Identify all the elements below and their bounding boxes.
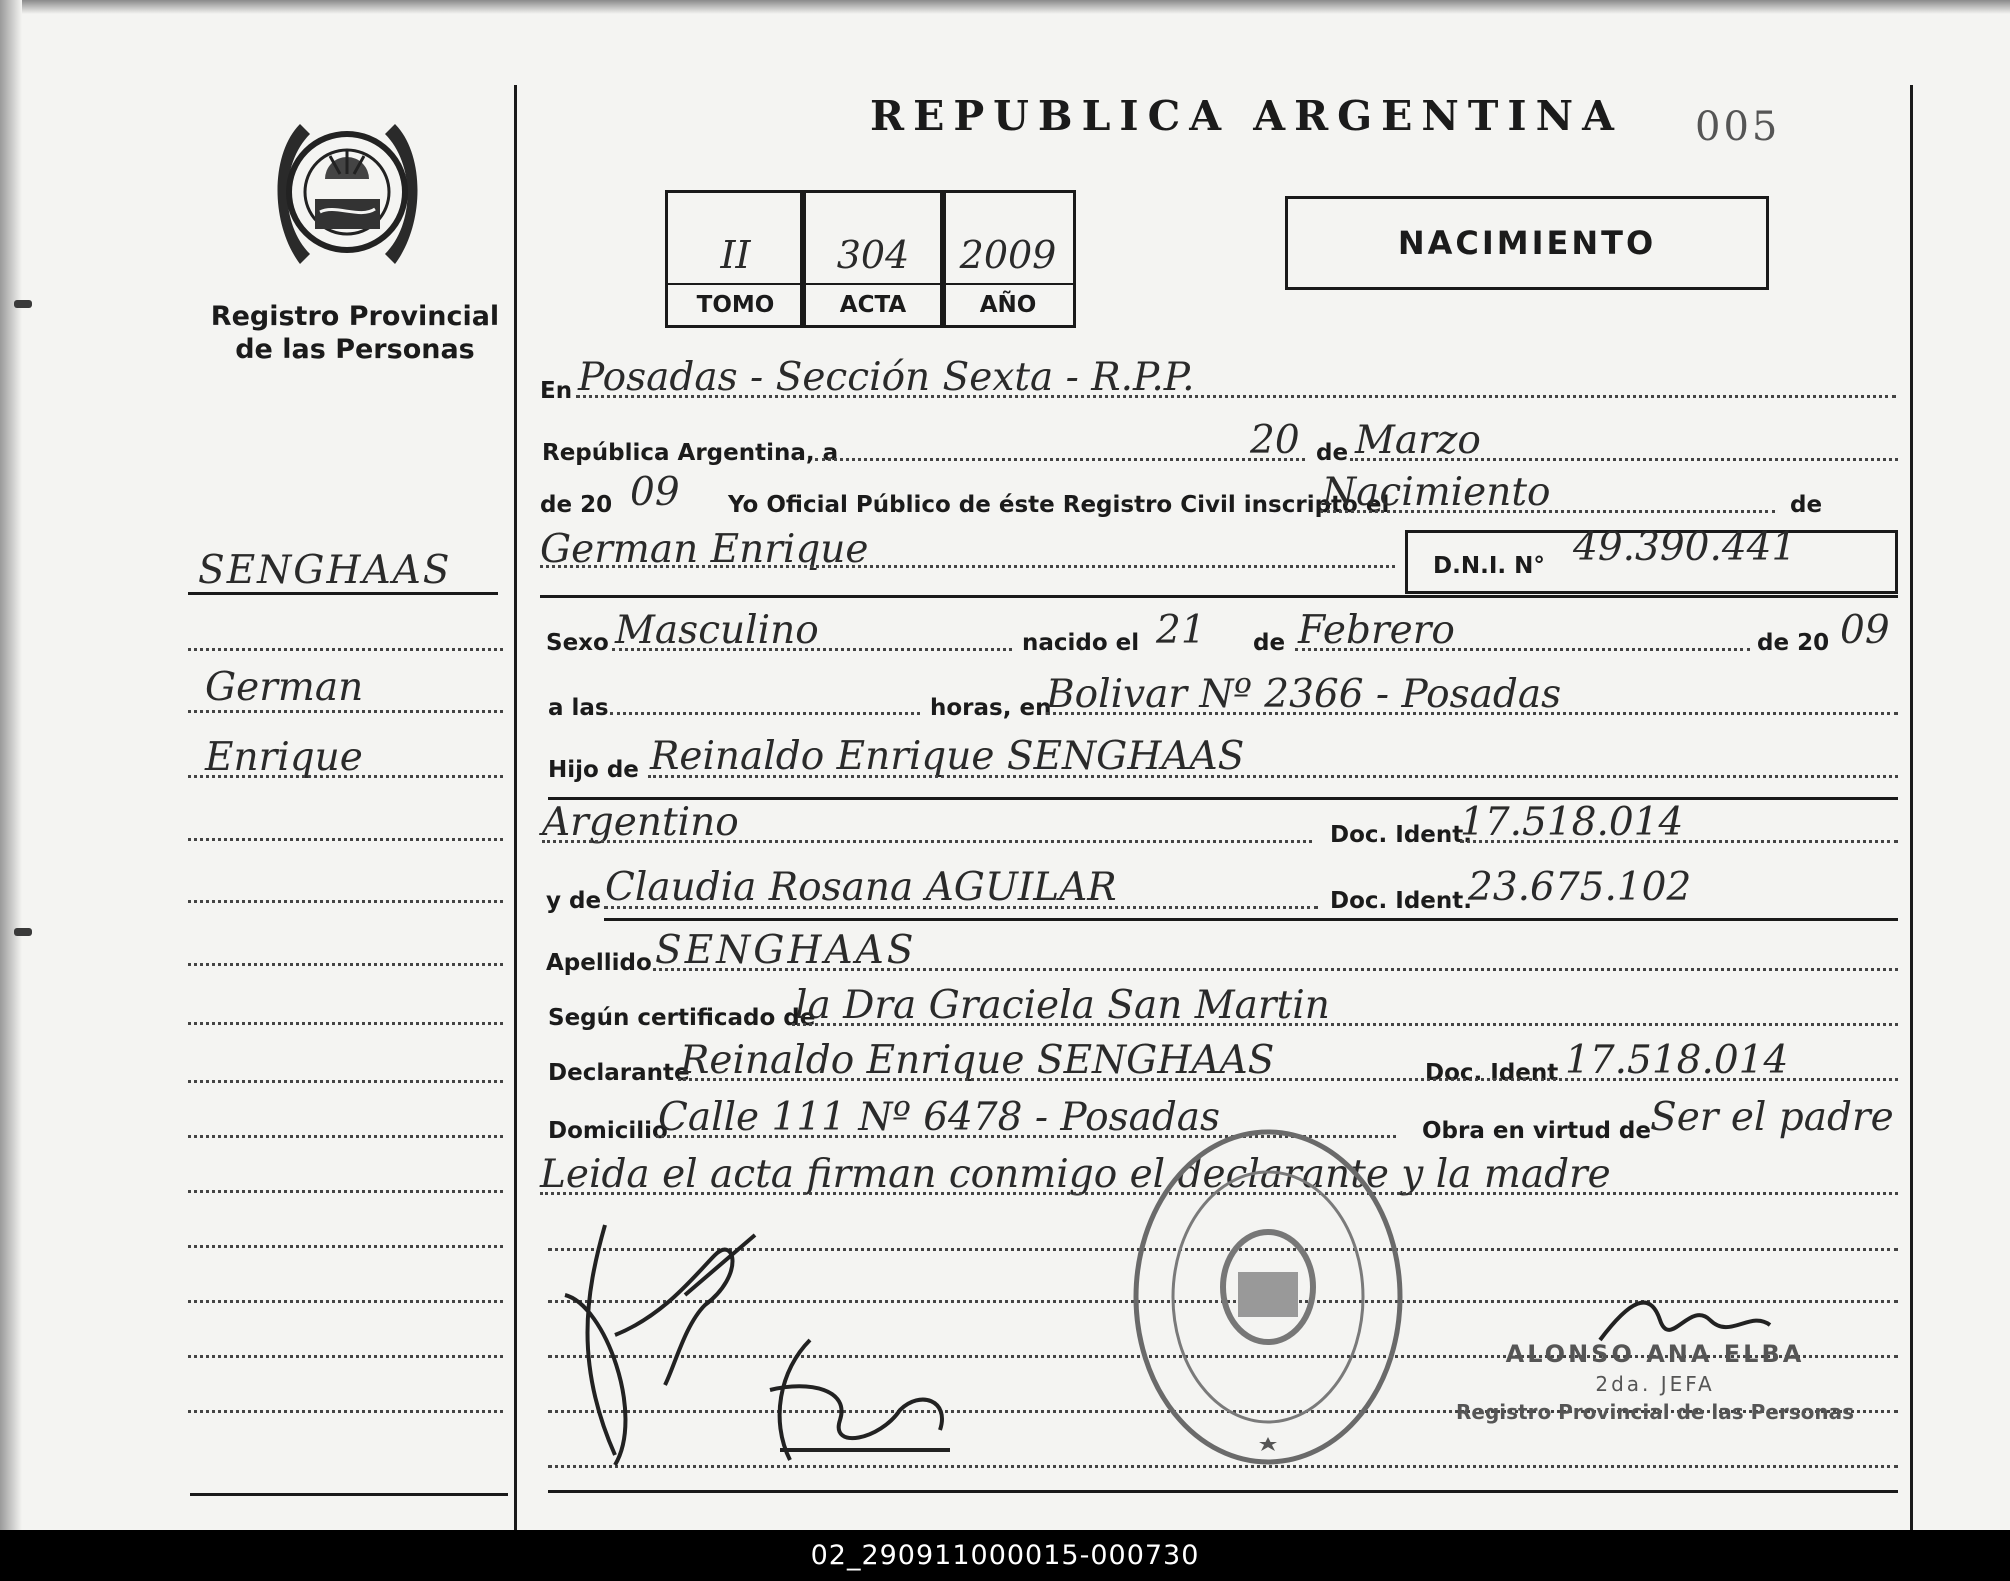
fill-line: [610, 712, 920, 715]
label-dni: D.N.I. N°: [1433, 553, 1545, 579]
value-nacionalidad: Argentino: [542, 800, 739, 845]
value-dni: 49.390.441: [1573, 525, 1797, 570]
value-madre: Claudia Rosana AGUILAR: [605, 865, 1117, 910]
province-seal-icon: [270, 104, 425, 274]
label-apellido: Apellido: [546, 950, 652, 976]
binder-ring: [14, 300, 32, 308]
label-de-20: de 20: [540, 492, 613, 518]
image-caption: 02_290911000015-000730: [0, 1530, 2010, 1581]
sidebar-rule: [188, 592, 498, 595]
sidebar-given-name-1: German: [205, 665, 364, 710]
value-obra: Ser el padre: [1650, 1095, 1894, 1140]
label-a-las: a las: [548, 695, 609, 721]
value-apellido: SENGHAAS: [655, 928, 917, 973]
sidebar-rule: [188, 648, 503, 651]
sidebar-rule: [188, 1355, 503, 1358]
value-nombre: German Enrique: [540, 527, 869, 572]
sidebar-rule: [188, 710, 503, 713]
label-de: de: [1316, 440, 1349, 466]
fill-line: [1320, 510, 1775, 513]
fill-line: [1460, 840, 1898, 843]
fill-line: [540, 565, 1395, 568]
fill-line: [612, 648, 1012, 651]
fill-line: [1046, 712, 1898, 715]
fill-line: [542, 840, 1312, 843]
label-de-20: de 20: [1757, 630, 1830, 656]
label-de: de: [1790, 492, 1823, 518]
dni-box: [1405, 525, 1898, 594]
value-padre-doc: 17.518.014: [1460, 800, 1684, 845]
sidebar-rule: [188, 1300, 503, 1303]
label-sexo: Sexo: [546, 630, 609, 656]
label-de: de: [1253, 630, 1286, 656]
sidebar-rule: [188, 838, 503, 841]
acta-label: ACTA: [803, 283, 943, 325]
label-hijo: Hijo de: [548, 757, 639, 783]
label-nacido: nacido el: [1022, 630, 1140, 656]
value-lugar: Posadas - Sección Sexta - R.P.P.: [578, 355, 1195, 400]
sidebar-rule: [188, 1410, 503, 1413]
label-horas: horas, en: [930, 695, 1052, 721]
acta-box: [800, 190, 946, 328]
label-obra: Obra en virtud de: [1422, 1118, 1651, 1144]
page-binding-shadow: [0, 0, 22, 1530]
page-top-shadow: [0, 0, 2010, 14]
binder-ring: [14, 928, 32, 936]
sidebar-rule: [190, 1493, 508, 1496]
label-doc-ident: Doc. Ident.: [1330, 888, 1472, 914]
fill-line: [792, 1023, 1898, 1026]
sidebar-rule: [188, 900, 503, 903]
fill-line: [548, 797, 1898, 800]
mother-signature-icon: [750, 1330, 970, 1480]
label-oficial: Yo Oficial Público de éste Registro Civil inscripto el: [728, 492, 1390, 518]
label-republica: República Argentina, a: [542, 440, 839, 466]
official-stamp-block: [1455, 1340, 1855, 1424]
fill-line: [604, 918, 1898, 921]
anio-label: AÑO: [943, 283, 1073, 325]
value-declarante: Reinaldo Enrique SENGHAAS: [680, 1038, 1275, 1083]
sidebar-rule: [188, 963, 503, 966]
fill-line: [548, 1490, 1898, 1493]
fill-line: [653, 968, 1898, 971]
sidebar-surname: SENGHAAS: [198, 548, 452, 593]
declarant-signature-icon: [545, 1215, 775, 1485]
sidebar-rule: [188, 1245, 503, 1248]
value-padre: Reinaldo Enrique SENGHAAS: [650, 734, 1245, 779]
value-nacido-anio: 09: [1840, 608, 1890, 653]
official-stamp-icon: [1128, 1122, 1408, 1472]
sidebar-rule: [188, 1080, 503, 1083]
value-madre-doc: 23.675.102: [1468, 865, 1692, 910]
sidebar-rule: [188, 775, 503, 778]
tomo-value: II: [720, 233, 751, 277]
official-role: 2da. JEFA: [1595, 1372, 1715, 1396]
fill-line: [1295, 648, 1750, 651]
value-nacido-dia: 21: [1156, 608, 1206, 653]
sidebar-rule: [188, 1135, 503, 1138]
value-mes: Marzo: [1355, 418, 1481, 463]
label-domicilio: Domicilio: [548, 1118, 668, 1144]
fill-line: [576, 395, 1896, 398]
right-margin-rule: [1910, 85, 1913, 1530]
value-certificado: la Dra Graciela San Martin: [795, 983, 1330, 1028]
sidebar-rule: [188, 1190, 503, 1193]
fill-line: [540, 595, 1898, 598]
tomo-box: [665, 190, 806, 328]
fill-line: [648, 775, 1898, 778]
acta-value: 304: [836, 233, 910, 277]
value-anio: 09: [630, 470, 680, 515]
official-office: Registro Provincial de las Personas: [1455, 1400, 1855, 1424]
value-nacido-mes: Febrero: [1298, 608, 1455, 653]
sidebar-rule: [188, 1022, 503, 1025]
country-title: REPUBLICA ARGENTINA: [870, 92, 1623, 140]
value-sexo: Masculino: [615, 608, 819, 653]
fill-line: [1350, 458, 1898, 461]
value-declarante-doc: 17.518.014: [1565, 1038, 1789, 1083]
label-y-de: y de: [546, 888, 602, 914]
page-number: 005: [1695, 104, 1781, 150]
anio-value: 2009: [959, 233, 1057, 277]
tomo-label: TOMO: [668, 283, 803, 325]
value-inscripcion: Nacimiento: [1322, 470, 1551, 515]
registry-name-line1: Registro Provincial: [210, 301, 500, 332]
document-type: NACIMIENTO: [1285, 196, 1769, 290]
left-column-rule: [514, 85, 517, 1530]
fill-line: [604, 906, 1318, 909]
value-domicilio: Calle 111 Nº 6478 - Posadas: [658, 1095, 1221, 1140]
label-segun: Según certificado de: [548, 1005, 816, 1031]
sidebar-given-name-2: Enrique: [205, 735, 363, 780]
value-lugar-nacimiento: Bolivar Nº 2366 - Posadas: [1046, 672, 1562, 717]
registry-name: [205, 300, 505, 366]
fill-line: [815, 458, 1305, 461]
value-nota: Leida el acta firman conmigo el declarante y la madre: [540, 1152, 1611, 1197]
official-name: ALONSO ANA ELBA: [1505, 1340, 1805, 1368]
label-declarante: Declarante: [548, 1060, 690, 1086]
label-doc-ident: Doc. Ident.: [1330, 822, 1472, 848]
label-en: En: [540, 378, 573, 404]
anio-box: [940, 190, 1076, 328]
fill-line: [678, 1078, 1898, 1081]
registry-name-line2: de las Personas: [235, 334, 475, 365]
label-doc-ident: Doc. Ident: [1425, 1060, 1559, 1086]
value-dia: 20: [1250, 418, 1300, 463]
